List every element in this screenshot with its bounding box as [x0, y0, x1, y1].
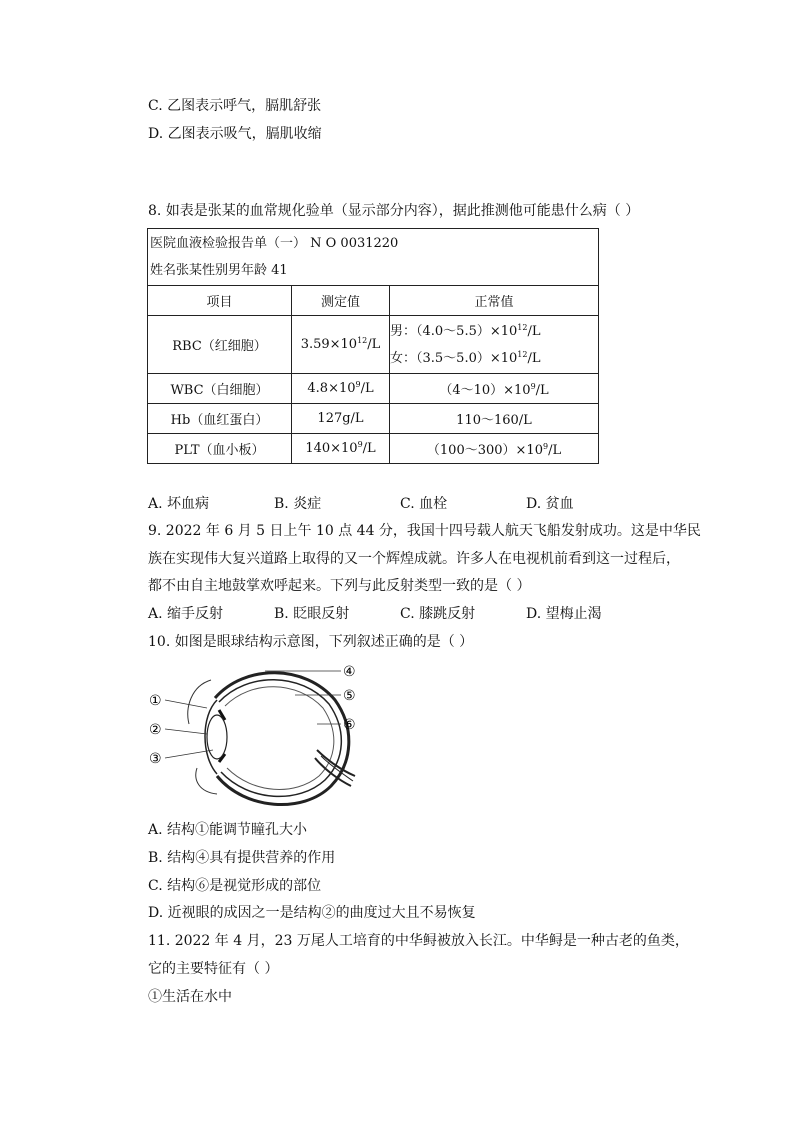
q10-option-a: A. 结构①能调节瞳孔大小 — [148, 822, 308, 838]
col-header-measured: 测定值 — [292, 286, 390, 316]
q9-option-b: B. 眨眼反射 — [274, 606, 350, 622]
q8-stem: 8. 如表是张某的血常规化验单（显示部分内容），据此推测他可能患什么病（ ） — [148, 203, 640, 219]
report-patient-info: 姓名张某性别男年龄 41 — [150, 263, 288, 278]
q10-option-b: B. 结构④具有提供营养的作用 — [148, 850, 336, 866]
cell-item: Hb（血红蛋白） — [148, 404, 292, 434]
q10-option-d: D. 近视眼的成因之一是结构②的曲度过大且不易恢复 — [148, 905, 476, 921]
cell-measured: 127g/L — [292, 404, 390, 434]
table-row — [148, 374, 599, 404]
q9-option-c: C. 膝跳反射 — [400, 606, 476, 622]
q9-stem-line-2: 族在实现伟大复兴道路上取得的又一个辉煌成就。许多人在电视机前看到这一过程后， — [148, 551, 680, 567]
q7-option-d: D. 乙图表示吸气，膈肌收缩 — [148, 126, 322, 142]
q8-option-c: C. 血栓 — [400, 496, 448, 512]
q11-stem-line-1: 11. 2022 年 4 月，23 万尾人工培育的中华鲟被放入长江。中华鲟是一种古老的鱼类， — [148, 933, 689, 949]
leader-line-1 — [165, 700, 207, 708]
retina — [225, 687, 334, 790]
cell-measured: $140\times 10^9/L$ — [292, 434, 390, 464]
q8-option-b: B. 炎症 — [274, 496, 322, 512]
q10-option-c: C. 结构⑥是视觉形成的部位 — [148, 878, 322, 894]
blood-report-table — [147, 228, 599, 464]
q8-option-d: D. 贫血 — [526, 496, 574, 512]
q9-stem-line-3: 都不由自主地鼓掌欢呼起来。下列与此反射类型一致的是（ ） — [148, 578, 531, 594]
q9-option-a: A. 缩手反射 — [148, 606, 224, 622]
q11-stem-line-2: 它的主要特征有（ ） — [148, 961, 279, 977]
label-2: ② — [149, 722, 162, 738]
q9-stem-line-1: 9. 2022 年 6 月 5 日上午 10 点 44 分，我国十四号载人航天飞船发射成功。这是中华民 — [148, 523, 701, 539]
table-row — [148, 316, 599, 374]
label-6: ⑥ — [343, 717, 356, 733]
col-header-item: 项目 — [148, 286, 292, 316]
q10-stem: 10. 如图是眼球结构示意图，下列叙述正确的是（ ） — [148, 634, 474, 650]
table-row — [148, 404, 599, 434]
cell-measured: $4.8\times 10^9/L$ — [292, 374, 390, 404]
q11-statement-1: ①生活在水中 — [148, 989, 232, 1005]
lens — [207, 715, 227, 759]
col-header-normal: 正常值 — [390, 286, 599, 316]
table-row — [148, 434, 599, 464]
choroid — [219, 680, 341, 797]
cell-item: WBC（白细胞） — [148, 374, 292, 404]
cell-normal: 男：$(4.0\sim 5.5)\times 10^{12}/L$ 女：$(3.5\sim 5.0)\times 10^{12}/L$ — [390, 316, 599, 374]
q8-option-a: A. 坏血病 — [148, 496, 210, 512]
cell-item: RBC（红细胞） — [148, 316, 292, 374]
label-5: ⑤ — [343, 688, 356, 704]
cell-normal: $(100\sim 300)\times 10^9/L$ — [390, 434, 599, 464]
leader-line-3 — [165, 750, 213, 758]
cell-normal: $(4\sim 10)\times 10^9/L$ — [390, 374, 599, 404]
label-3: ③ — [149, 751, 162, 767]
label-1: ① — [149, 693, 162, 709]
report-title: 医院血液检验报告单（一） N O 0031220 — [150, 236, 399, 251]
q9-option-d: D. 望梅止渴 — [526, 606, 602, 622]
q7-option-c: C. 乙图表示呼气，膈肌舒张 — [148, 98, 322, 114]
report-header — [148, 229, 599, 286]
cell-normal: 110～160/L — [390, 404, 599, 434]
leader-line-2 — [165, 729, 207, 734]
cell-item: PLT（血小板） — [148, 434, 292, 464]
lower-eyelid — [196, 768, 217, 794]
eye-structure-diagram — [145, 658, 367, 814]
cell-measured: $3.59\times 10^{12}/L$ — [292, 316, 390, 374]
label-4: ④ — [343, 664, 356, 680]
